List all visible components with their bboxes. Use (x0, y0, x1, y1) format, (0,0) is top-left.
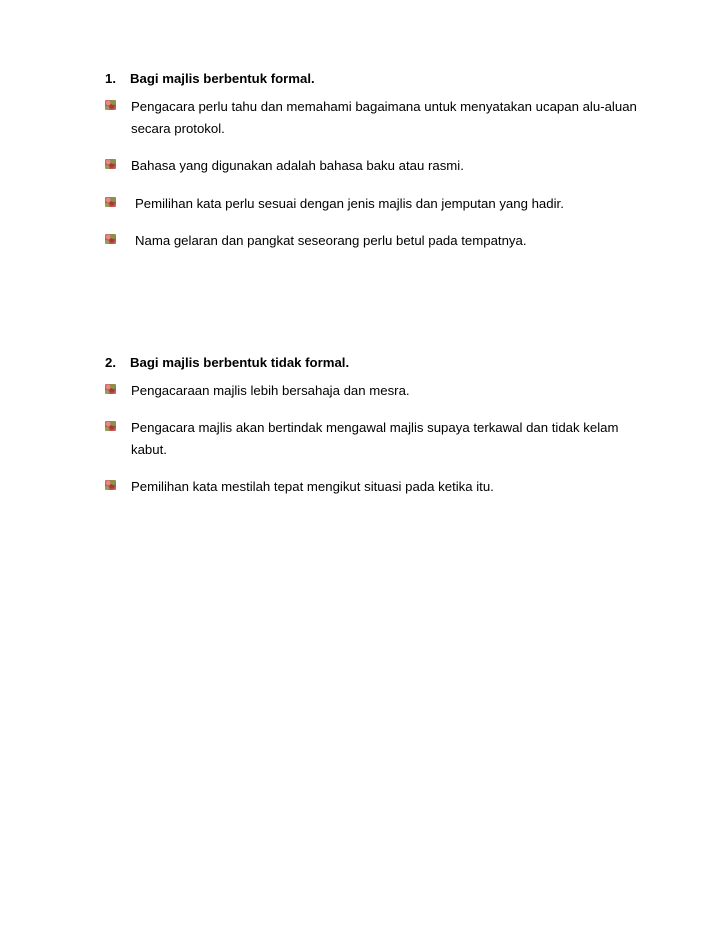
bullet-text: Nama gelaran dan pangkat seseorang perlu betul pada tempatnya. (135, 233, 527, 248)
section-2 (105, 354, 650, 498)
bullet-text: Pemilihan kata perlu sesuai dengan jenis majlis dan jemputan yang hadir. (135, 195, 564, 211)
red-square-bullet-icon (105, 421, 116, 431)
bullet-text: Pengacaraan majlis lebih bersahaja dan mesra. (131, 382, 410, 398)
list-number-2: 2. (105, 354, 116, 370)
bullet-marker (105, 476, 131, 490)
bullet-list-item (105, 476, 650, 498)
bullet-marker (105, 96, 131, 110)
numbered-heading-2 (105, 354, 650, 371)
document-body (105, 70, 650, 498)
red-square-bullet-icon (105, 100, 116, 110)
bullet-list-item (105, 193, 650, 215)
bullet-marker (105, 417, 131, 431)
section-spacer (105, 268, 650, 354)
bullet-text: Pemilihan kata mestilah tepat mengikut situasi pada ketika itu. (131, 479, 494, 494)
red-square-bullet-icon (105, 159, 116, 169)
red-square-bullet-icon (105, 234, 116, 244)
bullet-marker (105, 155, 131, 169)
bullet-list-item (105, 417, 650, 460)
bullet-marker (105, 380, 131, 394)
bullet-marker (105, 193, 131, 207)
bullet-text: Pengacara perlu tahu dan memahami bagaimana untuk menyatakan ucapan alu-aluan secara protokol. (131, 99, 641, 136)
bullet-text: Bahasa yang digunakan adalah bahasa baku atau rasmi. (131, 158, 464, 173)
section-1 (105, 70, 650, 252)
numbered-heading-1 (105, 70, 650, 87)
red-square-bullet-icon (105, 384, 116, 394)
heading-text-1: Bagi majlis berbentuk formal. (130, 71, 315, 86)
bullet-text: Pengacara majlis akan bertindak mengawal majlis supaya terkawal dan tidak kelam kabut. (131, 420, 623, 457)
red-square-bullet-icon (105, 197, 116, 207)
red-square-bullet-icon (105, 480, 116, 490)
bullet-list-item (105, 96, 650, 139)
bullet-marker (105, 230, 131, 244)
bullet-list-item (105, 155, 650, 177)
bullet-list-item (105, 230, 650, 252)
bullet-list-item (105, 380, 650, 402)
heading-text-2: Bagi majlis berbentuk tidak formal. (130, 354, 350, 370)
list-number-1: 1. (105, 71, 116, 86)
